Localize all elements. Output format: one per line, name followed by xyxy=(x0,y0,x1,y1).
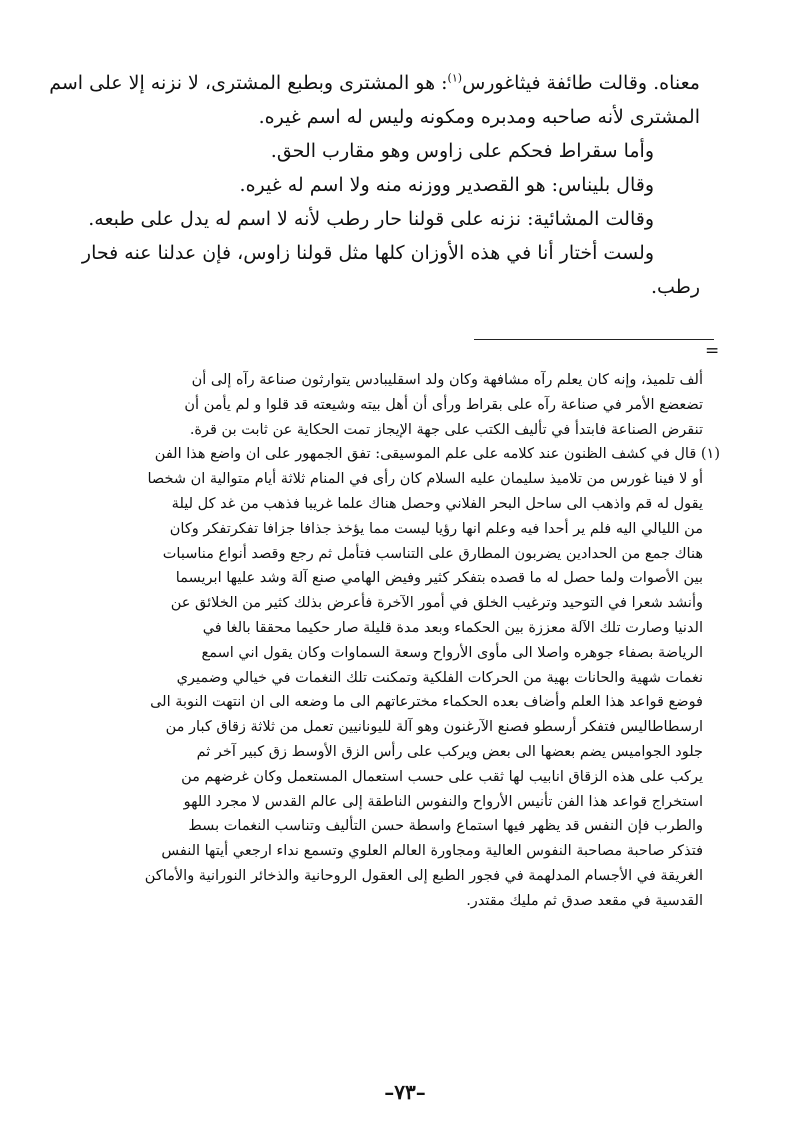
main-line-1-head: معناه. وقالت طائفة فيثاغورس xyxy=(462,72,700,94)
page-number: –٧٣– xyxy=(384,1080,426,1104)
main-line-7: رطب. xyxy=(651,276,700,298)
footnote-line: القدسية في مقعد صدق ثم مليك مقتدر. xyxy=(466,892,703,909)
footnote-line: والطرب فإن النفس قد يظهر فيها استماع واسطة حسن التأليف وتناسب النغمات بسط xyxy=(188,818,703,835)
footnote-line: الدنيا وصارت تلك الآلة معززة بين الحكماء وبعد مدة قليلة صار حكيما محققا بالغا في xyxy=(202,619,703,636)
footnote-1-start: (١) قال في كشف الظنون عند كلامه على علم الموسيقى: تفق الجمهور على ان واضع هذا الفن xyxy=(154,446,720,463)
footnote-line: أو لا فينا غورس من تلاميذ سليمان عليه السلام كان رأى في المنام ثلاثة أيام متوالية ان شخصا xyxy=(147,471,703,488)
footnote-line: يركب على هذه الزقاق انابيب لها ثقب على حسب استعمال المستعمل وكان غرضهم من xyxy=(181,768,703,785)
footnote-line: ألف تلميذ، وإنه كان يعلم رآه مشافهة وكان ولد اسقليبادس يتوارثون صناعة رآه إلى أن xyxy=(191,372,703,388)
footnote-line: تنقرض الصناعة فابتدأ في تأليف الكتب على جهة الإيجاز تمت الحكاية عن ثابت بن قرة. xyxy=(189,421,703,438)
footnote-line: يقول له قم واذهب الى ساحل البحر الفلاني وحصل هناك علما غريبا فذهب من غد كل ليلة xyxy=(171,495,703,512)
main-line-3: وأما سقراط فحكم على زاوس وهو مقارب الحق. xyxy=(270,140,654,162)
footnote-line: تضعضع الأمر في صناعة رآه على بقراط ورأى أن أهل بيته وشيعته قد قلوا و لم يأمن أن xyxy=(184,396,703,413)
main-line-5: وقالت المشائية: نزنه على قولنا حار رطب لأنه لا اسم له يدل على طبعه. xyxy=(88,208,654,230)
footnote-line: جلود الجواميس يضم بعضها الى بعض ويركب على رأس الزق الأوسط زق كبير آخر ثم xyxy=(196,743,703,760)
main-line-6: ولست أختار أنا في هذه الأوزان كلها مثل قولنا زاوس، فإن عدلنا عنه فحار xyxy=(81,242,654,264)
footnote-line: هناك جمع من الحدادين يضربون المطارق على التناسب فتأمل ثم رجع وقصد أنواع مناسبات xyxy=(162,545,703,562)
main-line-4: وقال بليناس: هو القصدير ووزنه منه ولا اسم له غيره. xyxy=(239,174,654,196)
footnote-line: فتذكر صاحبة مصاحبة النفوس العالية ومجاورة العالم العلوي وتسمع نداء ارجعي أيتها النفس xyxy=(161,843,703,860)
footnote-reference: (١) xyxy=(447,71,463,85)
footnote-line: وأنشد شعرا في التوحيد وترغيب الخلق في أمور الآخرة فأعرض بذلك كثير من الخلائق عن xyxy=(170,595,703,612)
main-line-1-tail: : هو المشترى وبطبع المشترى، لا نزنه إلا على اسم xyxy=(49,72,448,94)
footnote-line: ارسطاطاليس فتفكر أرسطو فصنع الآرغنون وهو آلة لليونانيين تعمل من ثلاثة زقاق كبار من xyxy=(165,719,703,736)
footnote-line: فوضع قواعد هذا العلم وأضاف بعده الحكماء مخترعاتهم الى ما وضعه الى ان انتهت النوبة الى xyxy=(150,694,703,711)
footnotes-block xyxy=(118,368,720,914)
main-body-text xyxy=(49,66,700,304)
footnote-line: الرياضة بصفاء جوهره واصلا الى مأوى الأرواح وسعة السماوات وكان يقول اني اسمع xyxy=(201,644,703,661)
main-line-2: المشترى لأنه صاحبه ومدبره ومكونه وليس له اسم غيره. xyxy=(258,106,700,128)
footnote-separator-mark: = xyxy=(705,341,720,361)
footnote-line: بين الأصوات ولما حصل له ما قصده بتفكر كثير وفيض الهامي صنع آلة وشد عليها ابريسما xyxy=(175,570,703,587)
footnote-line: نغمات شهية والحانات بهية من الحركات الفلكية وتمكنت تلك النغمات في خيالي وضميري xyxy=(176,669,703,686)
footnote-line: استخراج قواعد هذا الفن تأنيس الأرواح والنفوس الناطقة إلى عالم القدس لا مجرد اللهو xyxy=(183,793,703,810)
footnote-separator-rule xyxy=(474,339,714,340)
footnote-line: من الليالي اليه فلم ير أحدا فيه وعلم انها رؤيا ليست مما يؤخذ جذافا جزافا تفكرتفكر وكان xyxy=(169,520,703,537)
main-line-1 xyxy=(49,66,700,100)
footnote-line: الغريقة في الأجسام المدلهمة في فجور الطبع إلى العقول الروحانية والذخائر النورانية والأماكن xyxy=(144,867,703,884)
